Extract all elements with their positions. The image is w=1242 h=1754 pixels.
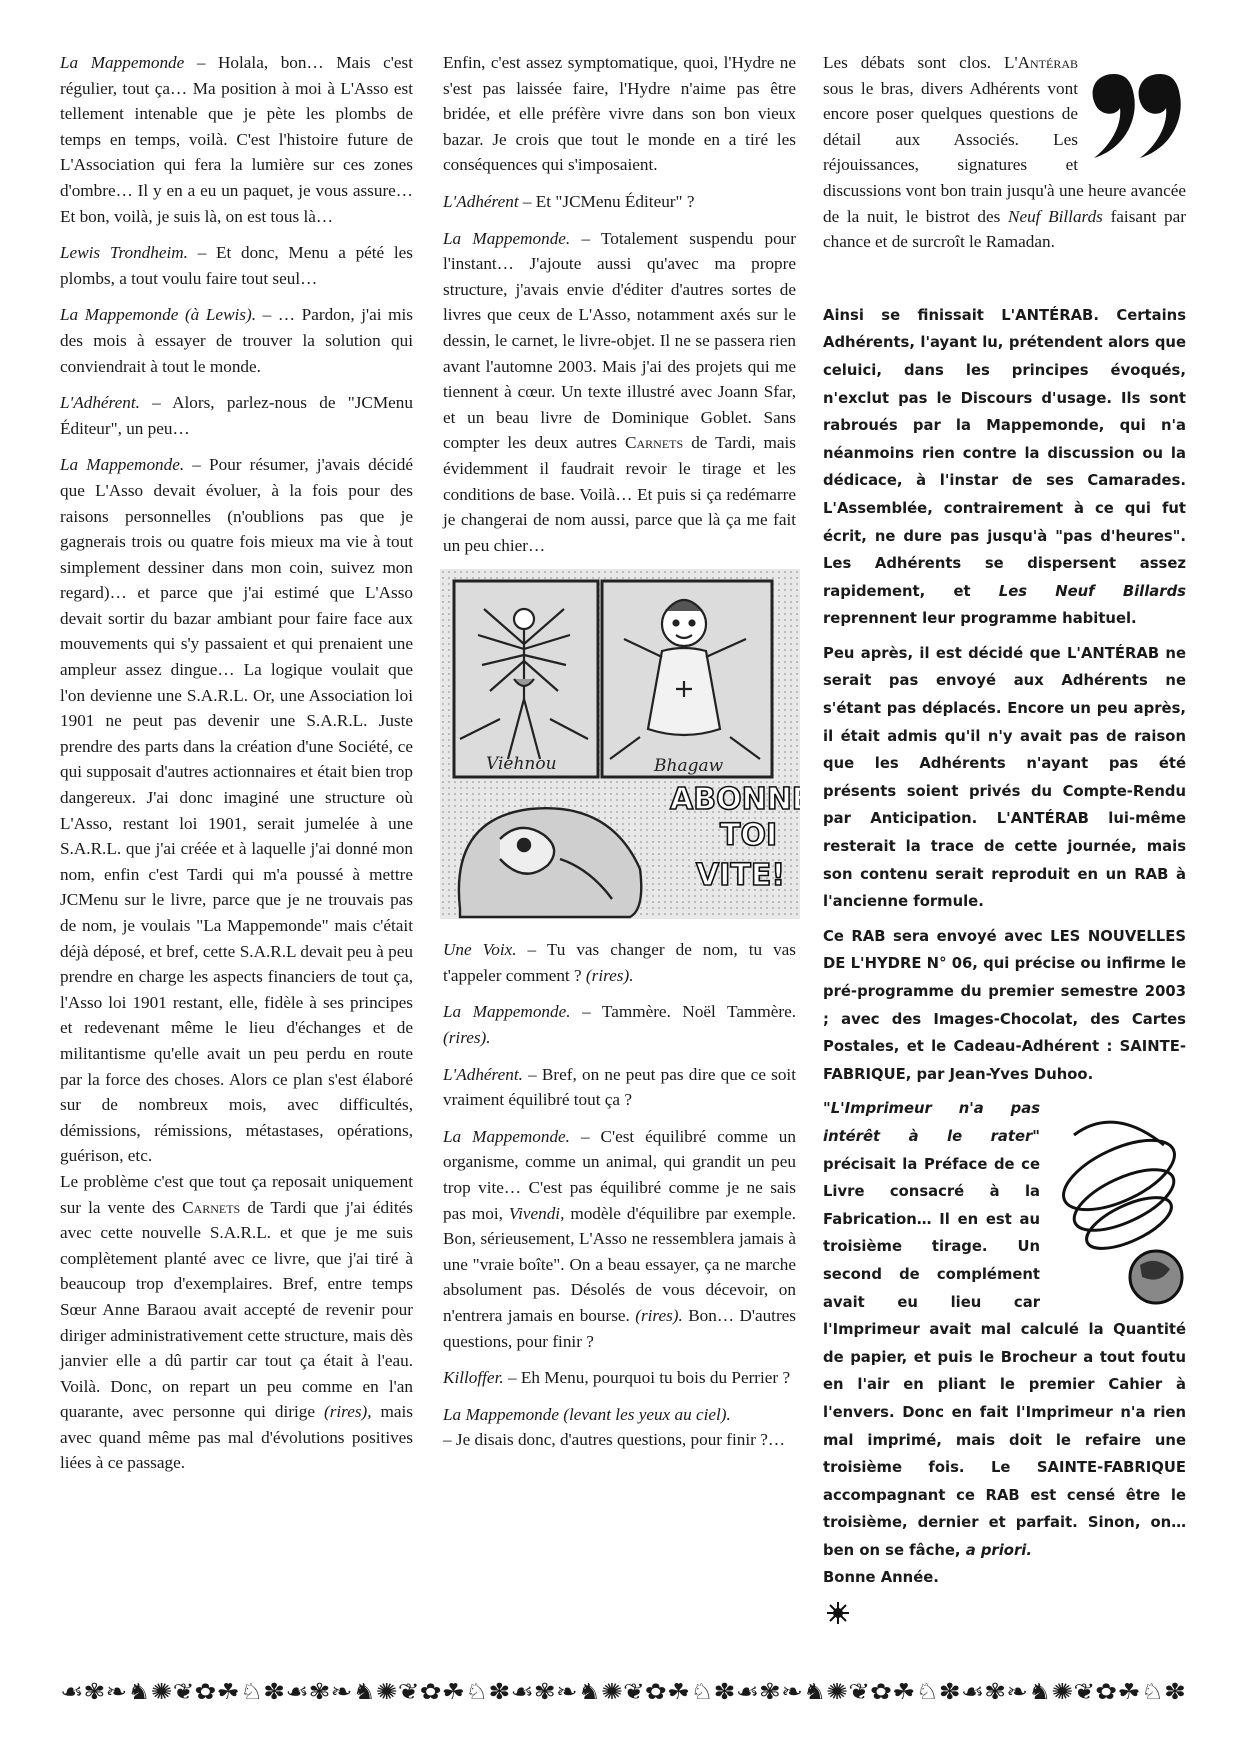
paragraph: Les débats sont clos. L'Antérab sous le bras, divers Adhérents vont encore poser quelques questions de détail aux Associés. Les réjouissances, signatures et discussions vont bon train jusqu'à une heure avancée de la nuit, le bistrot des Neuf Billards faisant par chance et de surcroît le Ramadan. [823, 53, 1187, 252]
paragraph: Enfin, c'est assez symptomatique, quoi, l'Hydre ne s'est pas laissée faire, l'Hydre n'aime pas être bridée, et elle préfère vivre dans son bon vieux bazar. Je crois que tout le monde en a tiré les conséquences qui s'imposaient. [443, 53, 796, 175]
paragraph: Peu après, il est décidé que L'ANTÉRAB ne serait pas envoyé aux Adhérents ne s'étant pas déplacés. Encore un peu après, il était admis qu'il n'y avait pas de raison que les Adhérents n'ayant pas été présents soient privés du Compte-Rendu par Anticipation. L'ANTÉRAB lui-même resterait la trace de cette journée, mais son contenu serait reproduit en un RAB à l'ancienne formule. [823, 644, 1186, 911]
paragraph: La Mappemonde. – C'est équilibré comme un organisme, comme un animal, qui grandit un peu trop vite… C'est pas équilibré comme je ne sais pas moi, Vivendi, modèle d'équilibre par exemple. Bon, sérieusement, L'Asso ne ressemblera jamais à une "vraie boîte". On a beau essayer, ça ne marche absolument pas. Désolés de vous décevoir, on n'entrera jamais en bourse. (rires). Bon… D'autres questions, pour finir ? [443, 1126, 797, 1351]
drawing-label-right: Bhagaw [654, 756, 724, 777]
speaker: La Mappemonde. [60, 455, 185, 475]
speaker: Lewis Trondheim. [60, 243, 188, 263]
decorative-border [60, 1675, 1186, 1705]
speaker: Une Voix. [443, 940, 517, 960]
flower-ornament-icon [823, 1598, 853, 1628]
column-middle [443, 50, 800, 1464]
spiral-ornament-icon [1044, 1095, 1194, 1315]
paragraph: Killoffer. – Eh Menu, pourquoi tu bois du Perrier ? [443, 1368, 791, 1388]
speaker: Killoffer. [443, 1368, 504, 1388]
paragraph: L'Adhérent. – Alors, parlez-nous de "JCMenu Éditeur", un peu… [60, 393, 413, 438]
speaker: La Mappemonde. [443, 1002, 571, 1022]
border-ornaments-icon [60, 1675, 1186, 1705]
paragraph: – Je disais donc, d'autres questions, pour finir ?… [443, 1430, 786, 1450]
speaker: La Mappemonde (levant les yeux au ciel). [443, 1404, 731, 1424]
paragraph: L'Adhérent. – Bref, on ne peut pas dire que ce soit vraiment équilibré tout ça ? [443, 1064, 796, 1110]
quote-mark-icon [1086, 68, 1186, 164]
paragraph [443, 1402, 796, 1428]
paragraph: La Mappemonde. – Pour résumer, j'avais décidé que L'Asso devait évoluer, à la fois pour des raisons personnelles (n'oublions pas que je gagnerais trois ou quatre fois mieux ma vie à tout simplement dessiner dans mon coin, suivez mon regard)… et parce que j'ai estimé que L'Asso devait sortir du bazar ambiant pour faire face aux mouvements qui s'y passaient et qui prenaient une ampleur assez dingue… La logique voulait que l'on devienne une S.A.R.L. Or, une Association loi 1901 ne peut pas devenir une S.A.R.L. Juste prendre des parts dans la création d'une Société, ce qui supposait d'autres actionnaires et était bien trop dangereux. J'ai donc imaginé une structure où L'Asso, restant loi 1901, serait jumelée à une S.A.R.L. que j'ai créée et à laquelle j'ai donné mon nom, enfin c'est Tardi qui m'a poussé à mettre JCMenu sur le livre, parce que je ne trouvais pas de nom, je voulais "La Mappemonde" mais c'était déjà déposé, et bref, cette S.A.R.L devait peu à peu prendre en charge les aspects financiers de tout ça, l'Asso loi 1901 restant, elle, fidèle à ses principes et redevenant même le lieu d'échanges et de militantisme qu'elle avait un peu perdu en route par la force des choses. Alors ce plan s'est élaboré sur de nombreux mois, avec difficultés, démissions, rémissions, métastases, opérations, guérison, etc. [60, 455, 413, 1166]
illustration-drawing [440, 569, 800, 919]
speaker: La Mappemonde. [443, 228, 571, 248]
paragraph: La Mappemonde. – Totalement suspendu pour l'instant… J'ajoute aussi qu'avec ma propre structure, j'avais envie d'éditer d'autres sortes de livres que ceux de L'Asso, notamment axés sur le dessin, le carnet, le livre-objet. Il ne se passera rien avant l'automne 2003. Mais j'ai des projets qui me tiennent à cœur. Un texte illustré avec Joann Sfar, et un beau livre de Dominique Goblet. Sans compter les deux autres Carnets de Tardi, mais évidemment il faudrait revoir le tirage et les conditions de base. Voilà… Et puis si ça redémarre je changerai de nom aussi, parce que là ça me fait un peu chier… [443, 228, 796, 555]
speaker: L'Adhérent. [443, 1064, 523, 1084]
column-right [823, 50, 1186, 1633]
paragraph: Ainsi se finissait L'ANTÉRAB. Certains Adhérents, l'ayant lu, prétendent alors que celuici, dans les principes évoqués, n'exclut pas le Discours d'usage. Ils sont rabroués par la Mappemonde, qui n'a néanmoins rien contre la discussion ou la dédicace, à l'instar de ses Camarades. L'Assemblée, contrairement à ce qui fut écrit, ne dure pas jusqu'à "pas d'heures". Les Adhérents se dispersent assez rapidement, et Les Neuf Billards reprennent leur programme habituel. [823, 306, 1186, 628]
paragraph: La Mappemonde – Holala, bon… Mais c'est régulier, tout ça… Ma position à moi à L'Asso est tellement intenable que je pète les plombs de temps en temps, voilà. C'est l'histoire future de L'Association qui fera la lumière sur ces zones d'ombre… Il y en a eu un paquet, je vous assure… Et bon, voilà, je suis là, on est tous là… [60, 53, 413, 226]
speaker: La Mappemonde (à Lewis). [60, 305, 257, 325]
paragraph: "L'Imprimeur n'a pas intérêt à le rater" précisait la Préface de ce Livre consacré à la Fabrication… Il en est au troisième tirage. Un second de complément avait eu lieu car l'Imprimeur avait mal calculé la Quantité de papier, et puis le Brocheur a tout foutu en l'air en pliant le premier Cahier à l'envers. Donc en fait l'Imprimeur n'a rien mal imprimé, mais doit le refaire une troisième fois. Le SAINTE-FABRIQUE accompagnant ce RAB est censé être le troisième, dernier et parfait. Sinon, on… ben on se fâche, a priori. Bonne Année. [823, 1095, 1186, 1592]
banner-line-2: TOI [720, 818, 778, 854]
paragraph: Lewis Trondheim. – Et donc, Menu a pété les plombs, a tout voulu faire tout seul… [60, 243, 413, 288]
border-glyphs: ☙✾❧♞✺❦✿☘♘✽☙✾❧♞✺❦✿☘♘✽☙✾❧♞✺❦✿☘♘✽☙✾❧♞✺❦✿☘♘✽☙✾❧♞✺❦✿☘♘✽ [60, 1680, 1186, 1705]
sketch-illustration [440, 569, 800, 919]
paragraph: Une Voix. – Tu vas changer de nom, tu vas t'appeler comment ? (rires). [443, 940, 796, 985]
paragraph: Ce RAB sera envoyé avec LES NOUVELLES DE L'HYDRE N° 06, qui précise ou infirme le pré-programme du premier semestre 2003 ; avec des Images-Chocolat, des Cartes Postales, et le Cadeau-Adhérent : SAINTE-FABRIQUE, par Jean-Yves Duhoo. [823, 927, 1186, 1083]
paragraph: L'Adhérent – Et "JCMenu Éditeur" ? [443, 191, 695, 211]
paragraph: La Mappemonde (à Lewis). – … Pardon, j'ai mis des mois à essayer de trouver la solution qui conviendrait à tout le monde. [60, 305, 413, 376]
speaker: L'Adhérent [443, 191, 519, 211]
banner-line-1: ABONNE [670, 782, 800, 818]
banner-line-3: VITE! [696, 858, 786, 894]
drawing-label-left: Viehnou [486, 754, 557, 775]
speaker: L'Adhérent. [60, 393, 140, 413]
column-left [60, 50, 413, 1487]
speaker: La Mappemonde [60, 53, 185, 72]
paragraph: La Mappemonde. – Tammère. Noël Tammère. (rires). [443, 1002, 796, 1048]
speaker: La Mappemonde. [443, 1126, 570, 1146]
paragraph: Le problème c'est que tout ça reposait uniquement sur la vente des Carnets de Tardi que j'ai édités avec cette nouvelle S.A.R.L. et que je me suis complètement planté avec ce livre, que j'ai tiré à beaucoup trop d'exemplaires. Bref, entre temps Sœur Anne Baraou avait accepté de revenir pour diriger administrativement cette structure, mais dès janvier elle a dû partir car tout ça était à l'eau. Voilà. Donc, on repart un peu comme en l'an quarante, avec personne qui dirige (rires), mais avec quand même pas mal d'évolutions positives liées à ce passage. [60, 1171, 413, 1473]
